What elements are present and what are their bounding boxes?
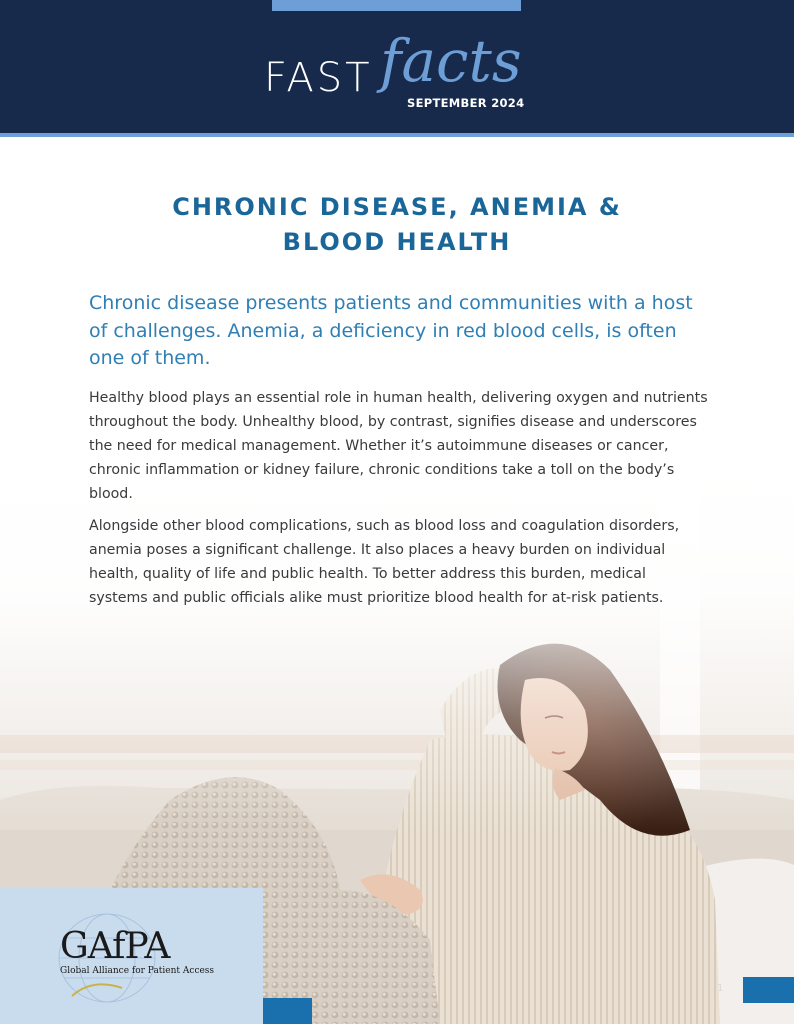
article-title-line-1: CHRONIC DISEASE, ANEMIA & (172, 193, 622, 221)
gafpa-logo: GAfPA (60, 926, 170, 967)
footer-accent-left (263, 998, 312, 1024)
article-title (120, 190, 674, 260)
brand-fast: FAST (264, 55, 373, 101)
brand-facts: facts (380, 27, 522, 95)
header-stripe (0, 133, 794, 137)
page-number: 1 (717, 983, 724, 994)
article-title-line-2: BLOOD HEALTH (282, 228, 512, 256)
header-tab-accent (272, 0, 521, 11)
body-paragraph-2: Alongside other blood complications, such as blood loss and coagulation disorders, anemia poses a significant challenge. It also places a heavy burden on individual health, quality of life and public health. To better address this burden, medical systems and public officials alike must prioritize blood health for at-risk patients. (89, 518, 680, 606)
footer-accent-right (743, 977, 794, 1003)
fast-facts-brand (264, 24, 534, 114)
body-paragraph-1: Healthy blood plays an essential role in human health, delivering oxygen and nutrients throughout the body. Unhealthy blood, by contrast, signifies disease and underscores the need for medical management. Whether it’s autoimmune diseases or cancer, chronic inflammation or kidney failure, chronic conditions take a toll on the body’s blood. (89, 390, 708, 502)
lead-paragraph: Chronic disease presents patients and communities with a host of challenges. Anemia, a deficiency in red blood cells, is often one of them. (89, 292, 693, 369)
gafpa-tagline: Global Alliance for Patient Access (60, 966, 215, 976)
issue-date: SEPTEMBER 2024 (407, 96, 525, 110)
